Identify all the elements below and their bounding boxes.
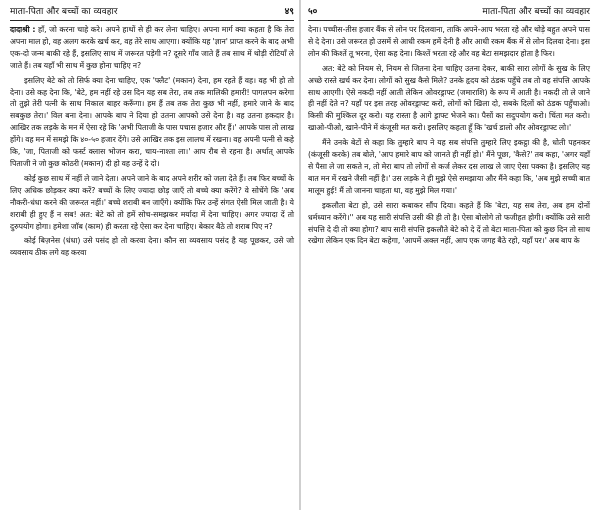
paragraph: देना। पच्चीस-तीस हजार बैंक से लोन पर दिलवाना, ताकि अपने-आप भरता रहे और थोड़े बहुत अपने पास से दे देना। उसे जरूरत हो उसमें से आधी रकम हमें देनी है और आधी रकम बैंक में से लोन दिलवा देना। इस लोन की किश्तें तू भरना, ऐसा कह देना। किश्तें भरता रहे और वह बेटा समझदार होता है फिर। <box>308 25 590 58</box>
right-page <box>300 0 600 510</box>
speaker-label: दादाश्री : <box>10 25 36 34</box>
paragraph: मैंने उनके बेटों से कहा कि तुम्हारे बाप ने यह सब संपत्ति तुम्हारे लिए इकट्ठा की है, धोती पहनकर (कंजूसी करके) तब बोले, 'आप हमारे बाप को जानते ही नहीं हो।' मैंने पूछा, 'कैसे?' तब कहा, 'अगर यहाँ से पैसा ले जा सकते न, तो मेरा बाप तो लोगों से कर्ज लेकर दस लाख ले जाए ऐसा पक्का है। इसलिए यह बात मन में रखने जैसी नहीं है।' उस लड़के ने ही मुझे ऐसे समझाया और मैंने कहा कि, 'अब मुझे सच्ची बात मालूम हुई! मैं तो जानना चाहता था, वह मुझे मिल गया।' <box>308 138 590 195</box>
left-page-number: ४९ <box>284 7 294 17</box>
left-page-body <box>10 24 294 259</box>
right-page-header <box>308 6 590 21</box>
paragraph <box>10 24 294 72</box>
paragraph: अत: बेटे को नियम से, नियम से जितना देना चाहिए उतना देकर, बाकी सारा लोगों के सुख के लिए अच्छे रास्ते खर्च कर देना। लोगों को सुख कैसे मिले? उनके हृदय को ठंडक पहुँचे तब तो वह संपत्ति आपके साथ आएगी। ऐसे नकदी नहीं आती लेकिन ओवरड्राफ्ट (जमाराशि) के रूप में आती है। नकदी तो ले जाने ही नहीं देते न? यहाँ पर इस तरह ओवरड्राफ्ट करो, लोगों को खिला दो, सबके दिलों को ठंडक पहुँचाओ। किसी की मुश्किल दूर करो। यह रास्ता है आगे ड्राफ्ट भेजने का। पैसों का सदुपयोग करो। चिंता मत करो। खाओ-पीओ, खाने-पीने में कंजूसी मत करो। इसलिए कहता हूँ कि 'खर्च डालो और ओवरड्राफ्ट लो।' <box>308 63 590 133</box>
left-header-title: माता-पिता और बच्चों का व्यवहार <box>10 7 118 17</box>
paragraph: इसलिए बेटे को तो सिर्फ क्या देना चाहिए, एक 'फ्लैट' (मकान) देना, हम रहते हैं वह। वह भी हो तो देना। उसे कह देना कि, 'बेटे, हम नहीं रहे उस दिन यह सब तेरा, तब तक मालिकी हमारी! पागलपन करेगा तो तुझे तेरी पत्नी के साथ निकाल बाहर करूँगा। हम हैं तब तक तेरा कुछ भी नहीं, हमारे जाने के बाद सबकुछ तेरा।' विल बना देना। आपके बाप ने दिया हो उतना आपको उसे देना है। वह उतना हकदार है। आखिर तक लड़के के मन में ऐसा रहे कि 'अभी पिताजी के पास पचास हजार और हैं।' आपके पास तो लाख होंगे। वह मन में समझे कि ४०-५० हजार देंगे। उसे आखिर तक इस लालच में रखना। वह अपनी पत्नी से कहे कि, 'जा, पिताजी को फर्स्ट क्लास भोजन करा, चाय-नाश्ता ला।' आप रौब से रहना है। अर्थात् आपके पिताजी ने जो कुछ कोठरी (मकान) दी हो वह उन्हें दे दो। <box>10 75 294 168</box>
right-header-title: माता-पिता और बच्चों का व्यवहार <box>482 7 590 17</box>
right-page-number: ५० <box>308 7 318 17</box>
right-page-body <box>308 24 590 247</box>
left-page-header <box>10 6 294 21</box>
paragraph: कोई कुछ साथ में नहीं ले जाने देता। अपने जाने के बाद अपने शरीर को जला देते हैं। तब फिर बच्चों के लिए अधिक छोड़कर क्या करें? बच्चों के लिए ज्यादा छोड़ जाएँ तो बच्चे क्या करेंगे? वे सोचेंगे कि 'अब नौकरी-धंधा करने की जरूरत नहीं।' बच्चे शराबी बन जाएँगे। क्योंकि फिर उन्हें संगत ऐसी मिल जाती है। ये शराबी ही हुए हैं न सब! अत: बेटे को तो हमें सोच-समझकर मर्यादा में देना चाहिए। अगर ज्यादा दें तो दुरुपयोग होगा। हमेशा जॉब (काम) ही करता रहे ऐसा कर देना चाहिए। बेकार बैठे तो शराब पिए न? <box>10 173 294 231</box>
paragraph-text: हाँ, जो करना चाहे करे। अपने हाथों से ही कर लेना चाहिए। अपना मार्ग क्या कहता है कि तेरा अपना माल हो, वह अलग करके खर्च कर, वह तेरे साथ आएगा। क्योंकि यह 'ज्ञान' प्राप्त करने के बाद अभी एक-दो जन्म बाकी रहे हैं, इसलिए साथ में जरूरत पड़ेगी न? दूसरे गाँव जाते हैं तब साथ में थोड़ी रोटियाँ ले जाते हैं। तब यहाँ भी साथ में कुछ होना चाहिए न? <box>10 25 294 70</box>
paragraph: इकलौता बेटा हो, उसे सारा कबाकर सौंप दिया। कहते हैं कि 'बेटा, यह सब तेरा, अब हम दोनों धर्मध्यान करेंगे।'' अब यह सारी संपत्ति उसी की ही तो है। ऐसा बोलोगे तो फजीहत होगी। क्योंकि उसे सारी संपत्ति दे दी तो क्या होगा? बाप सारी संपत्ति इकलौते बेटे को दे दें तो बेटा माता-पिता को कुछ दिन तो साथ रखेगा लेकिन एक दिन बेटा कहेगा, 'आपमें अक्ल नहीं, आप एक जगह बैठे रहो, यहाँ पर।' अब बाप के <box>308 200 590 246</box>
paragraph: कोई बिज़नेस (धंधा) उसे पसंद हो तो करवा देना। कौन सा व्यवसाय पसंद है यह पूछकर, उसे जो व्यवसाय ठीक लगे वह करवा <box>10 236 294 258</box>
